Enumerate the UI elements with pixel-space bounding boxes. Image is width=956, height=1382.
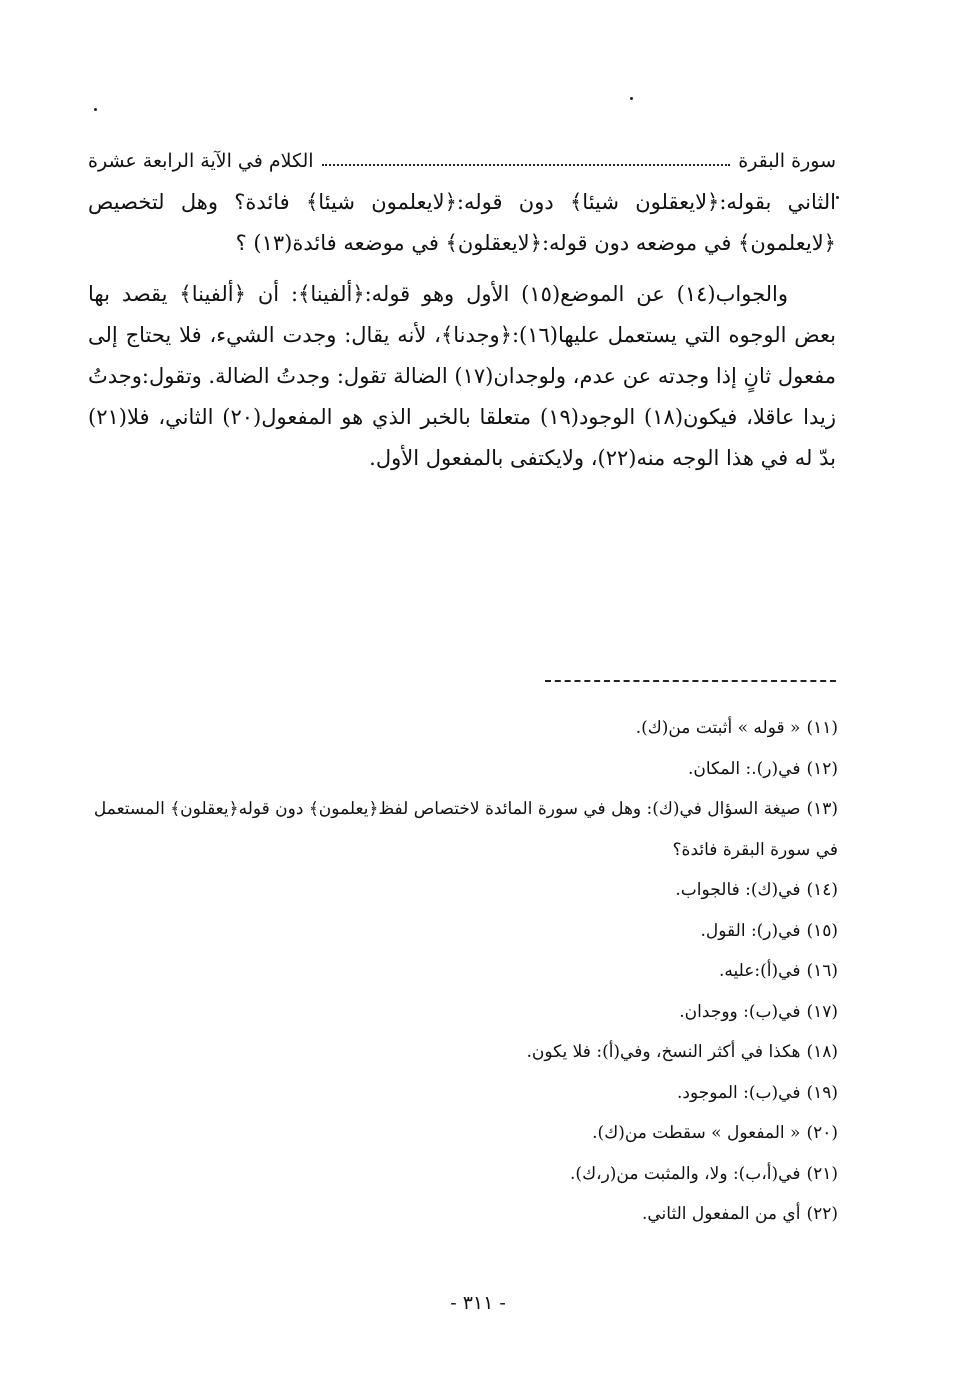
paragraph: والجواب(١٤) عن الموضع(١٥) الأول وهو قوله:﴿ألفينا﴾: أن ﴿ألفينا﴾ يقصد بها بعض الوجوه التي يستعمل عليها(١٦):﴿وجدنا﴾، لأنه يقال: وجدت الشيء، فلا يحتاج إلى مفعول ثانٍ إذا وجدته عن عدم، ولوجدان(١٧) الضالة تقول: وجدتُ الضالة. وتقول:وجدتُ زيدا عاقلا، فيكون(١٨) الوجود(١٩) متعلقا بالخبر الذي هو المفعول(٢٠) الثاني، فلا(٢١) بدّ له في هذا الوجه منه(٢٢)، ولايكتفى بالمفعول الأول.	[88, 282, 837, 470]
footnote-item	[88, 951, 838, 992]
footnote-text: « قوله » أثبتت من(ك).	[635, 718, 801, 738]
footnote-text: هكذا في أكثر النسخ، وفي(أ): فلا يكون.	[526, 1042, 801, 1062]
footnote-text: في(ك): فالجواب.	[675, 880, 801, 900]
footnote-item	[88, 1113, 838, 1154]
footnote-text: في(ر): القول.	[700, 920, 801, 941]
scan-speck	[836, 196, 839, 199]
footnote-number: (١٧)	[806, 1001, 838, 1022]
scan-speck	[94, 108, 97, 111]
footnote-item	[88, 992, 838, 1033]
footnote-text: في(أ،ب): ولا، والمثبت من(ر،ك).	[570, 1163, 801, 1184]
footnote-text: « المفعول » سقطت من(ك).	[592, 1123, 801, 1143]
header-leader-dots	[322, 164, 731, 166]
footnote-number: (٢٢)	[806, 1204, 838, 1224]
footnote-number: (٢١)	[806, 1163, 838, 1184]
footnote-separator	[545, 680, 836, 682]
footnote-number: (١٤)	[806, 880, 838, 900]
page-number: - ٣١١ -	[450, 1292, 506, 1314]
footnote-number: (١٩)	[806, 1082, 838, 1103]
header-section: الكلام في الآية الرابعة عشرة	[88, 150, 314, 172]
paragraph: الثاني بقوله:﴿لايعقلون شيئا﴾ دون قوله:﴿لايعلمون شيئا﴾ فائدة؟ وهل لتخصيص ﴿لايعلمون﴾ في موضعه دون قوله:﴿لايعقلون﴾ في موضعه فائدة(١٣) ؟	[88, 190, 836, 255]
footnote-number: (١٣)	[806, 799, 838, 819]
footnote-item	[88, 1154, 838, 1195]
footnote-item	[88, 749, 838, 790]
footnote-text: أي من المفعول الثاني.	[641, 1204, 801, 1224]
footnote-text: في(ب): الموجود.	[676, 1082, 801, 1103]
header-surah: سورة البقرة	[738, 150, 836, 172]
footnote-item	[88, 1032, 838, 1073]
main-text	[88, 182, 836, 489]
footnote-number: (٢٠)	[806, 1123, 838, 1143]
footnote-number: (١٥)	[806, 920, 838, 941]
footnote-number: (١٦)	[806, 961, 838, 981]
footnote-text: في(ر).: المكان.	[687, 758, 801, 779]
scan-speck	[630, 97, 633, 100]
footnote-number: (١١)	[806, 718, 838, 738]
footnote-number: (١٨)	[806, 1042, 838, 1062]
footnote-item	[88, 1073, 838, 1114]
footnote-item	[88, 789, 838, 870]
footnote-number: (١٢)	[806, 758, 838, 779]
footnote-text: في(أ):عليه.	[719, 961, 801, 981]
footnote-item	[88, 870, 838, 911]
footnote-text: صيغة السؤال في(ك): وهل في سورة المائدة لاختصاص لفظ﴿يعلمون﴾ دون قوله﴿يعقلون﴾ المستعمل في سورة البقرة فائدة؟	[93, 799, 838, 860]
footnotes	[88, 708, 838, 1235]
running-header	[88, 136, 836, 172]
footnote-item	[88, 911, 838, 952]
footnote-item	[88, 708, 838, 749]
footnote-item	[88, 1194, 838, 1235]
footnote-text: في(ب): ووجدان.	[679, 1001, 801, 1022]
